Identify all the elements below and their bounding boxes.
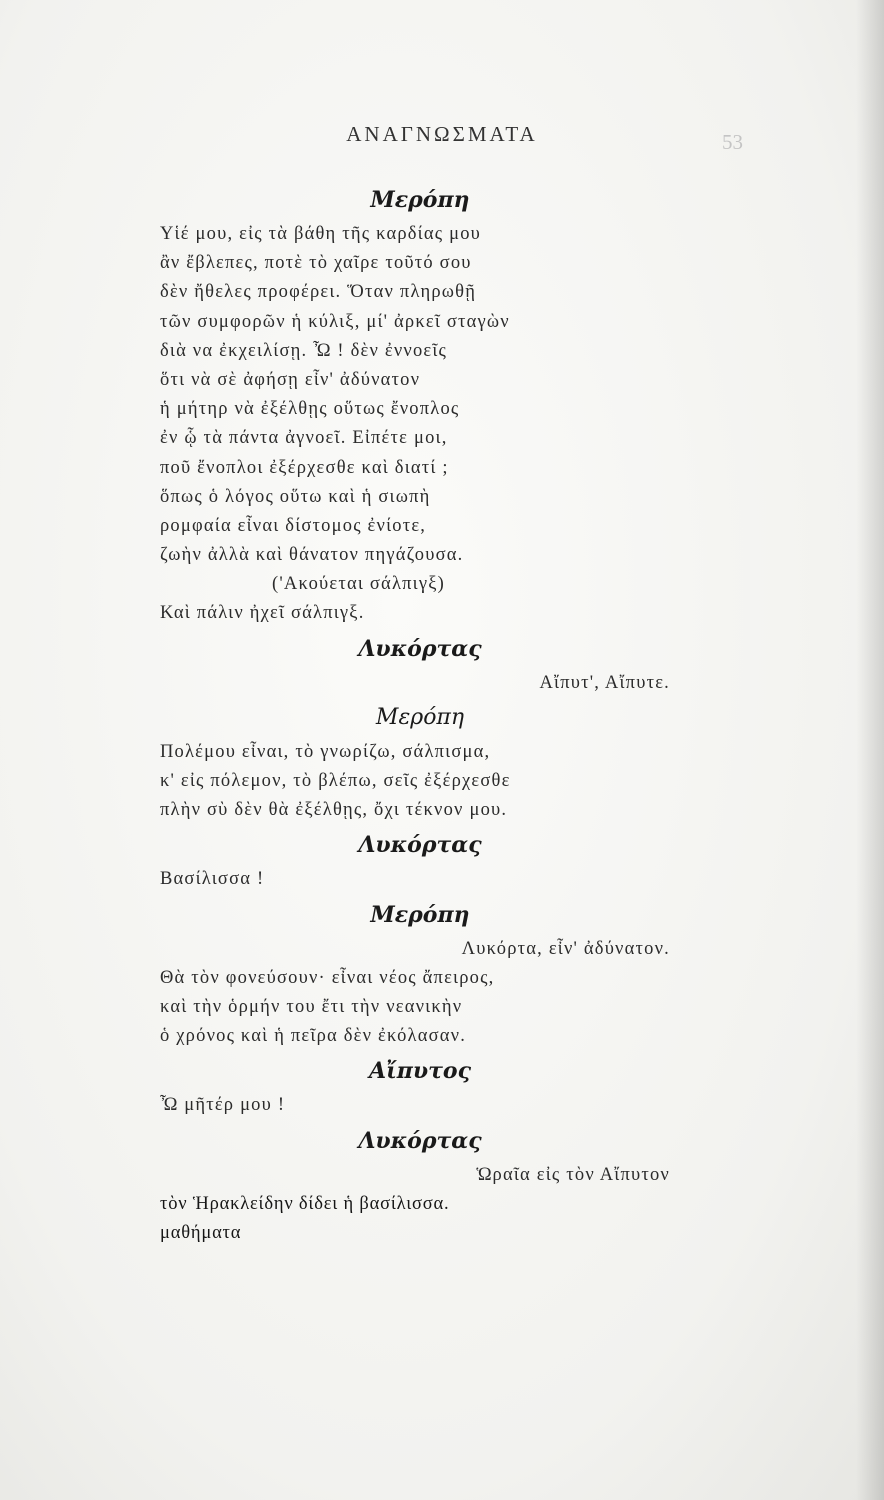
- verse-line: κ' εἰς πόλεμον, τὸ βλέπω, σεῖς ἐξέρχεσθε: [160, 771, 511, 791]
- verse-line: ὅτι νὰ σὲ ἀφήσῃ εἶν' ἀδύνατον: [160, 369, 421, 390]
- verse-line: καὶ τὴν ὁρμήν του ἔτι τὴν νεανικὴν: [160, 996, 463, 1017]
- running-head: ΑΝΑΓΝΩΣΜΑΤΑ: [346, 122, 538, 146]
- verse-line: Ὦ μῆτέρ μου !: [160, 1095, 286, 1116]
- verse-line: πλὴν σὺ δὲν θὰ ἐξέλθῃς, ὄχι τέκνον μου.: [160, 800, 508, 821]
- page-number: 53: [722, 130, 743, 154]
- speaker-name: Μερόπη: [370, 901, 470, 928]
- verse-line: ἂν ἔβλεπες, ποτὲ τὸ χαῖρε τοῦτό σου: [160, 253, 472, 274]
- speaker-name: Λυκόρτας: [358, 635, 482, 662]
- verse-line: Θὰ τὸν φονεύσουν· εἶναι νέος ἄπειρος,: [160, 967, 495, 988]
- verse-line: ὁ χρόνος καὶ ἡ πεῖρα δὲν ἐκόλασαν.: [160, 1026, 467, 1047]
- catchword: μαθήματα: [160, 1222, 242, 1243]
- verse-line: δὲν ἤθελες προφέρει. Ὅταν πληρωθῇ: [160, 282, 477, 303]
- speaker-name: Λυκόρτας: [358, 832, 482, 859]
- verse-line: Καὶ πάλιν ἠχεῖ σάλπιγξ.: [160, 603, 365, 624]
- verse-line-continued: Ὡραῖα εἰς τὸν Αἴπυτον: [476, 1164, 670, 1185]
- dialogue-text: [160, 180, 680, 1248]
- verse-line: ποῦ ἔνοπλοι ἐξέρχεσθε καὶ διατί ;: [160, 457, 449, 478]
- verse-line: ρομφαία εἶναι δίστομος ἐνίοτε,: [160, 515, 427, 536]
- page-edge-shadow: [856, 0, 884, 1500]
- verse-line: τὸν Ἡρακλείδην δίδει ἡ βασίλισσα.: [160, 1193, 450, 1214]
- verse-line: Υἱέ μου, εἰς τὰ βάθη τῆς καρδίας μου: [160, 224, 482, 244]
- verse-line-continued: Λυκόρτα, εἶν' ἀδύνατον.: [461, 938, 670, 959]
- verse-line: τῶν συμφορῶν ἡ κύλιξ, μί' ἀρκεῖ σταγὼν: [160, 311, 510, 332]
- verse-line: ζωὴν ἀλλὰ καὶ θάνατον πηγάζουσα.: [160, 545, 464, 566]
- speaker-name: Μερόπη: [370, 187, 470, 213]
- verse-line: Βασίλισσα !: [160, 869, 265, 890]
- verse-line: Πολέμου εἶναι, τὸ γνωρίζω, σάλπισμα,: [160, 741, 491, 762]
- verse-line: διὰ να ἐκχειλίσῃ. Ὦ ! δὲν ἐννοεῖς: [160, 340, 448, 361]
- verse-line: ὅπως ὁ λόγος οὕτω καὶ ἡ σιωπὴ: [160, 486, 431, 507]
- verse-line: ἡ μήτηρ νὰ ἐξέλθῃς οὕτως ἔνοπλος: [160, 399, 460, 420]
- stage-direction: ('Ακούεται σάλπιγξ): [272, 574, 446, 595]
- speaker-name: Μερόπη: [375, 704, 465, 730]
- speaker-name: Αἴπυτος: [369, 1058, 471, 1085]
- speaker-name: Λυκόρτας: [358, 1127, 482, 1154]
- verse-line-continued: Αἴπυτ', Αἴπυτε.: [539, 672, 670, 693]
- verse-line: ἐν ᾧ τὰ πάντα ἀγνοεῖ. Εἰπέτε μοι,: [160, 428, 448, 449]
